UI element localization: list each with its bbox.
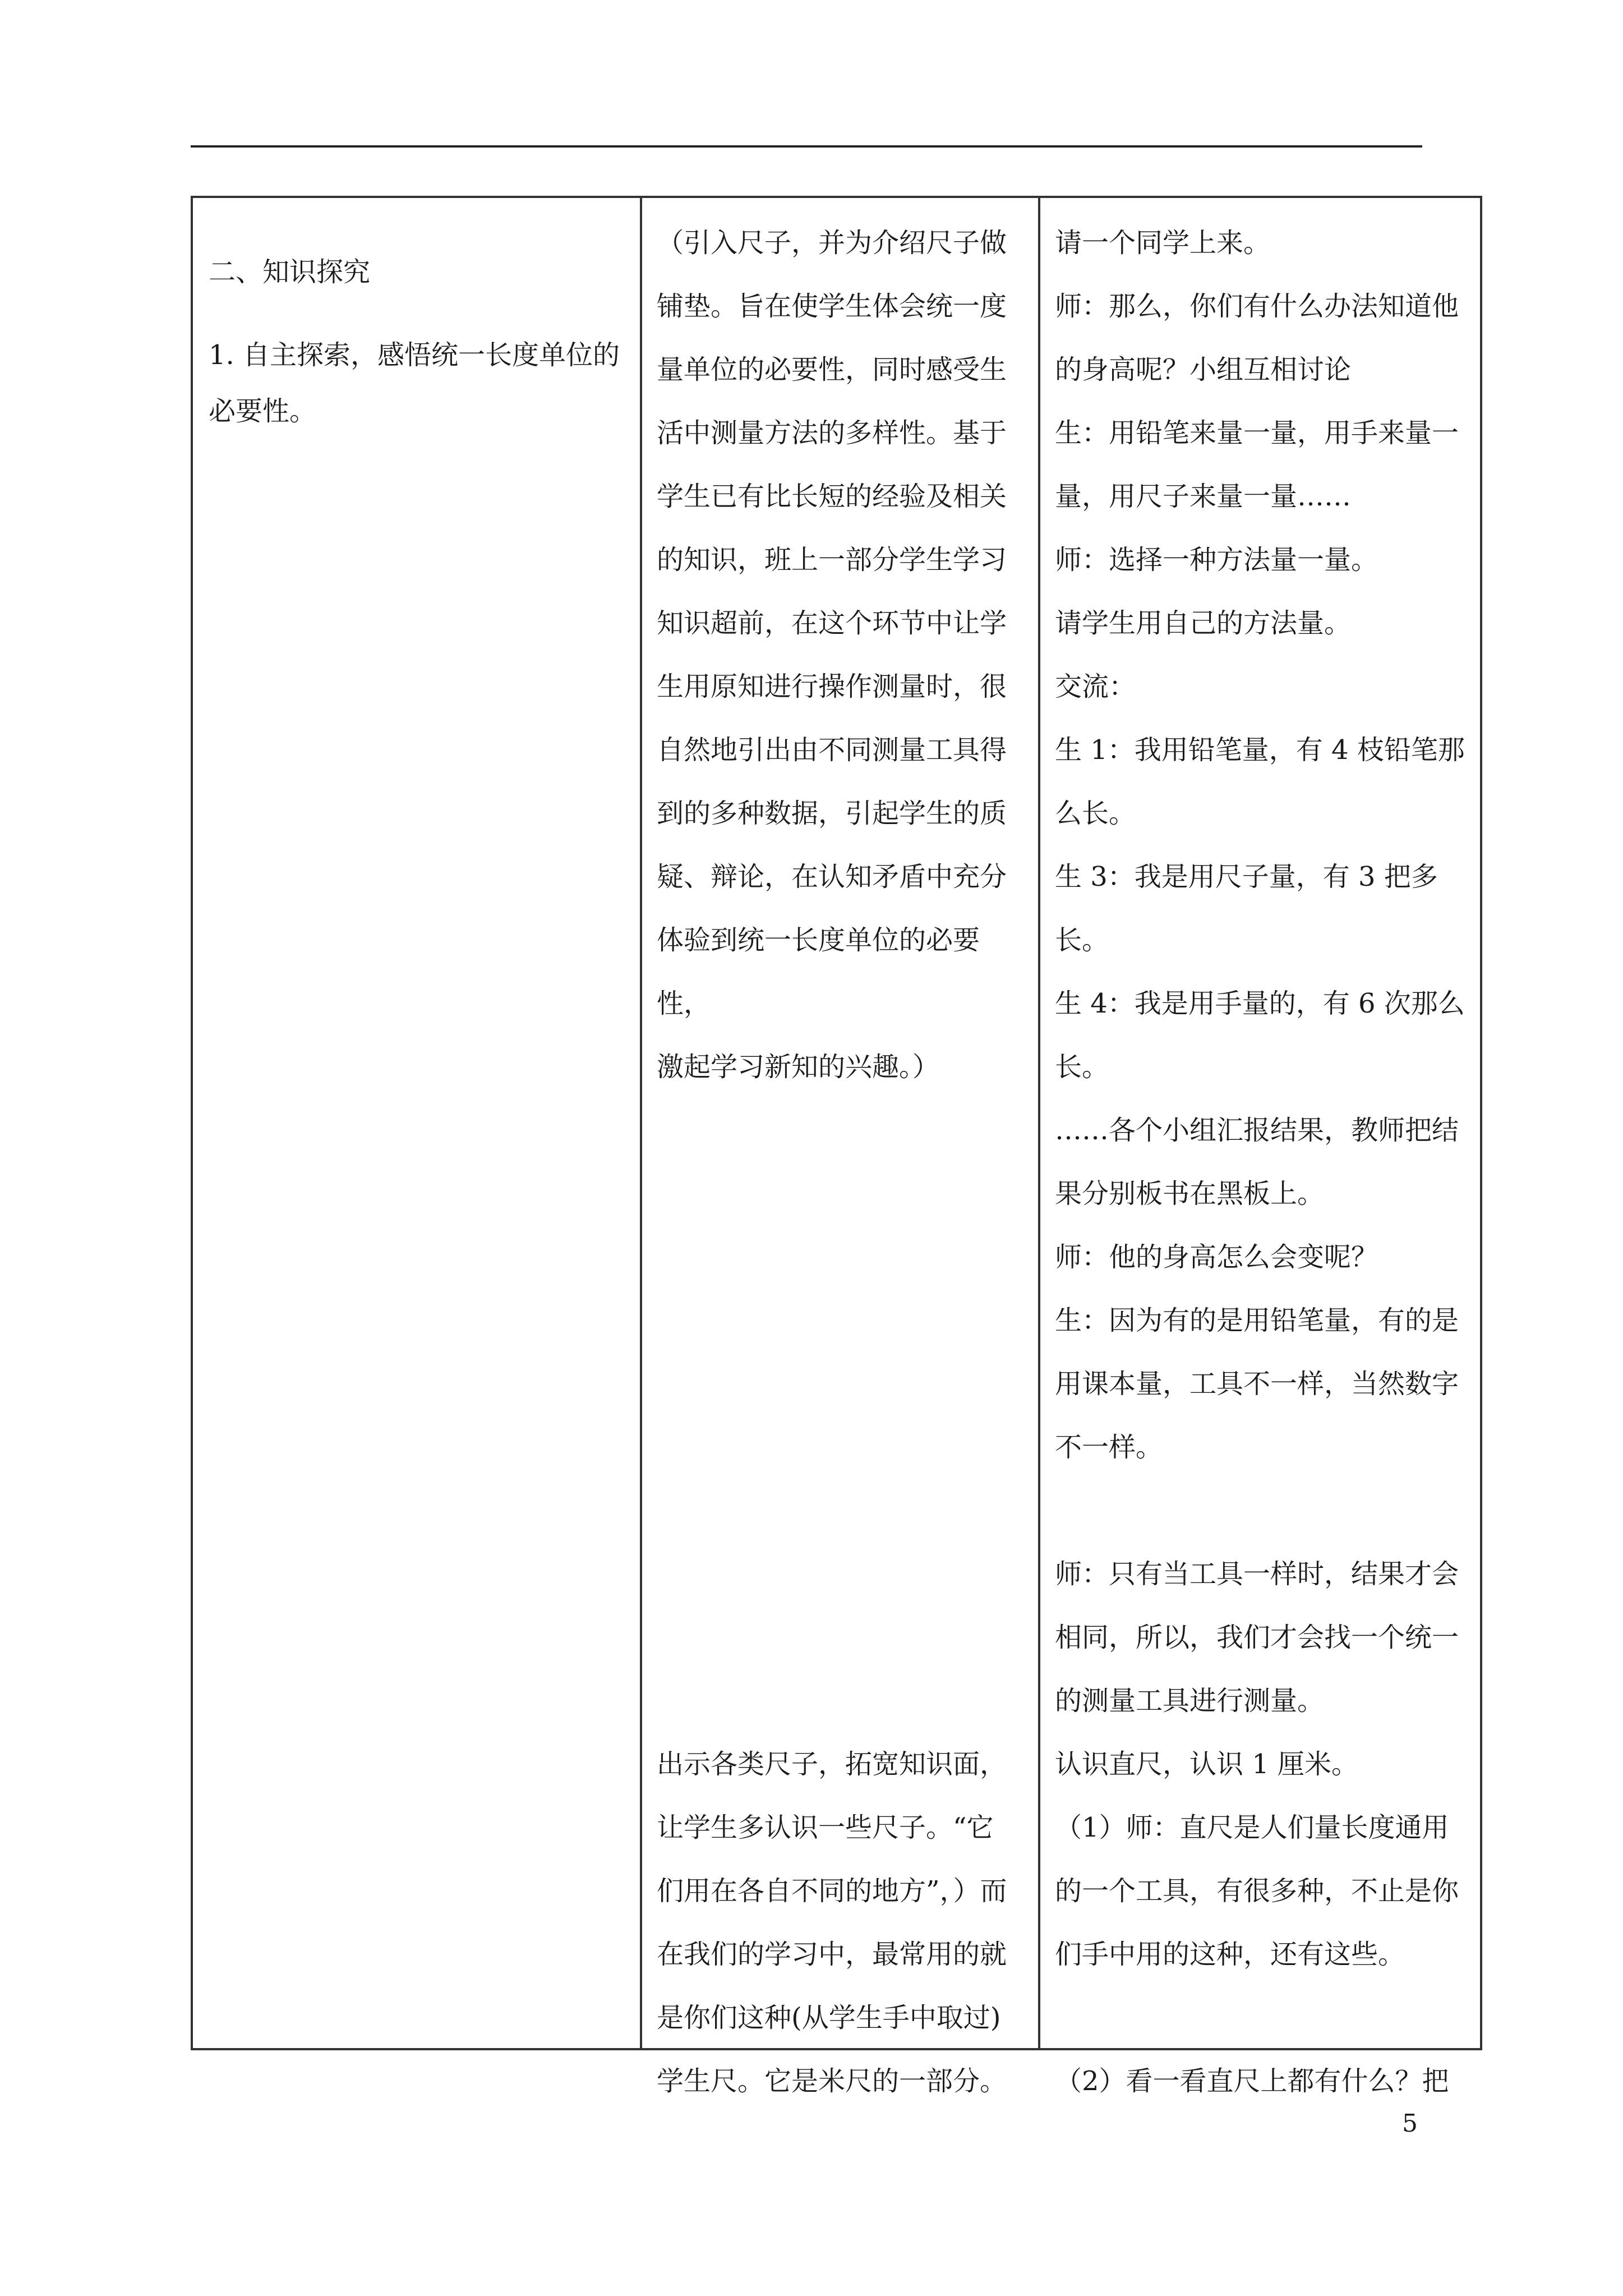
text-line: 生：因为有的是用铅笔量，有的是 <box>1055 1305 1459 1336</box>
text-line: 果分别板书在黑板上。 <box>1055 1178 1325 1209</box>
text-line: 的测量工具进行测量。 <box>1055 1685 1325 1717</box>
text-line: 认识直尺，认识 1 厘米。 <box>1055 1749 1359 1780</box>
header-rule <box>191 145 1422 148</box>
text-line: 生：用铅笔来量一量，用手来量一 <box>1055 417 1459 449</box>
column-stage <box>193 198 640 2048</box>
text-line: 量单位的必要性，同时感受生 <box>657 354 1007 385</box>
text-line: 么长。 <box>1055 798 1136 829</box>
text-line: 激起学习新知的兴趣。） <box>657 1051 940 1083</box>
text-line: （2）看一看直尺上都有什么？把 <box>1055 2065 1449 2097</box>
text-line: 生 3：我是用尺子量，有 3 把多长。 <box>1055 861 1438 956</box>
text-line: 相同，所以，我们才会找一个统一 <box>1055 1622 1459 1653</box>
text-line: 师：他的身高怎么会变呢？ <box>1055 1241 1378 1273</box>
text-line: 铺垫。旨在使学生体会统一度 <box>657 291 1007 322</box>
text-line: 的一个工具，有很多种，不止是你 <box>1055 1875 1459 1907</box>
text-line: 学生尺。它是米尺的一部分。 <box>657 2065 1007 2097</box>
text-line: 师：那么，你们有什么办法知道他 <box>1055 291 1459 322</box>
text-line: 体验到统一长度单位的必要性， <box>657 924 980 1019</box>
text-line: 到的多种数据，引起学生的质 <box>657 798 1007 829</box>
text-line: ……各个小组汇报结果，教师把结 <box>1055 1115 1459 1146</box>
text-line: 们手中用的这种，还有这些。 <box>1055 1939 1405 1970</box>
page-number: 5 <box>1402 2109 1418 2138</box>
text-line: 生 1：我用铅笔量，有 4 枝铅笔那 <box>1055 734 1465 766</box>
text-line: 的身高呢？小组互相讨论 <box>1055 354 1352 385</box>
text-line: 自然地引出由不同测量工具得 <box>657 734 1007 766</box>
text-line: 在我们的学习中，最常用的就 <box>657 1939 1007 1970</box>
text-line: 师：只有当工具一样时，结果才会 <box>1055 1558 1459 1590</box>
text-line: 疑、辩论，在认知矛盾中充分 <box>657 861 1007 892</box>
text-line: 交流： <box>1055 671 1136 702</box>
text-line: 不一样。 <box>1055 1432 1163 1463</box>
text-line: 请一个同学上来。 <box>1055 227 1271 259</box>
text-line: 生用原知进行操作测量时，很 <box>657 671 1007 702</box>
text-line: （引入尺子，并为介绍尺子做 <box>657 227 1007 259</box>
column-teaching-process <box>1040 198 1480 2097</box>
section-title: 二、知识探究 <box>209 256 371 288</box>
text-line: 用课本量，工具不一样，当然数字 <box>1055 1368 1459 1400</box>
text-line: 是你们这种(从学生手中取过) <box>657 2002 1001 2033</box>
text-line: 学生已有比长短的经验及相关 <box>657 481 1007 512</box>
stage-description: 1. 自主探索，感悟统一长度单位的必要性。 <box>209 339 620 427</box>
text-line: 的知识，班上一部分学生学习 <box>657 544 1007 576</box>
text-line: 长。 <box>1055 1051 1109 1083</box>
text-line: 生 4：我是用手量的，有 6 次那么 <box>1055 988 1465 1019</box>
text-line: 们用在各自不同的地方”，）而 <box>657 1875 1007 1907</box>
lesson-table <box>191 196 1482 2097</box>
text-line: 活中测量方法的多样性。基于 <box>657 417 1007 449</box>
text-line: 出示各类尺子，拓宽知识面， <box>657 1749 1007 1780</box>
text-line: 让学生多认识一些尺子。“它 <box>657 1812 994 1843</box>
text-line: 师：选择一种方法量一量。 <box>1055 544 1378 576</box>
text-line: 知识超前，在这个环节中让学 <box>657 608 1007 639</box>
column-design-intent <box>642 198 1038 2097</box>
text-line: 请学生用自己的方法量。 <box>1055 608 1352 639</box>
text-line: （1）师：直尺是人们量长度通用 <box>1055 1812 1449 1843</box>
text-line: 量，用尺子来量一量…… <box>1055 481 1352 512</box>
